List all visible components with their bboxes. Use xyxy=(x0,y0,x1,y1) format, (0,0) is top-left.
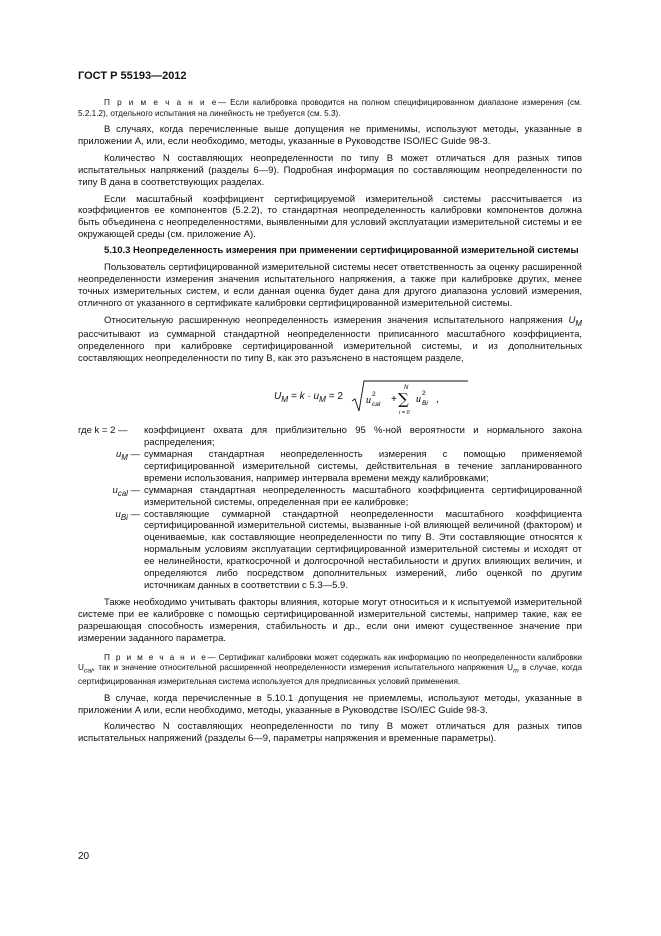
definition-text: составляющие суммарной стандартной неопределенности масштабного коэффициента сертифицированной измерительной системы, вызванные i-ой влияющей величиной (фактором) и оцениваемые, как составляющие неопределенности по типу В. Эти составляющие относятся к нормальным условиям эксплуатации сертифицированной измерительной системы и исходят от ее нелинейности, краткосрочной и долгосрочной нестабильности и других влияющих величин, и определяются либо посредством дополнительных измерений, либо оценкой по другим источникам данных в соответствии с 5.3—5.9. xyxy=(144,508,582,591)
note2-text-a: — Сертификат калибровки может содержать как информацию по неопределенности калибровки U xyxy=(78,652,582,673)
definitions-list xyxy=(78,425,582,592)
formula-u-cal: u xyxy=(366,395,371,407)
formula-u-bi: u xyxy=(416,394,421,406)
note-1 xyxy=(78,98,582,119)
paragraph-4: Пользователь сертифицированной измерительной системы несет ответственность за оценку расширенной неопределенности измерения значения испытательного напряжения, а также при калибровке других, менее точных измерительных систем, и если данная оценка будет дана для другого диапазона условий измерения, отличного от указанного в сертификате калибровки сертифицированной измерительной системы. xyxy=(78,262,582,309)
section-heading: 5.10.3 Неопределенность измерения при применении сертифицированной измерительной системы xyxy=(104,245,579,257)
paragraph-1: В случаях, когда перечисленные выше допущения не применимы, используют методы, указанные в приложении А, или, если необходимо, методы, указанные в Руководстве ISO/IEC Guide 98-3. xyxy=(78,124,582,147)
page-content xyxy=(78,98,582,745)
formula-sum-top: N xyxy=(404,385,409,392)
p5-subscript: M xyxy=(575,318,582,328)
formula-plus: + xyxy=(391,394,397,406)
definition-item xyxy=(78,509,582,592)
paragraph-7: В случае, когда перечисленные в 5.10.1 допущения не приемлемы, используют методы, указанные в приложении А или, если необходимо, методы, указанные в Руководстве ISO/IEC Guide 98-3. xyxy=(78,692,582,716)
note-2 xyxy=(78,653,582,688)
formula-cal-square: 2 xyxy=(372,391,376,399)
definition-item xyxy=(78,425,582,449)
p5-text-a: Относительную расширенную неопределенность измерения значения испытательного напряжения xyxy=(104,314,569,326)
definition-text: суммарная стандартная неопределенность масштабного коэффициента сертифицированной измерительной системы, определенная при ее калибровке; xyxy=(144,484,582,508)
paragraph-2: Количество N составляющих неопределенности по типу В может отличаться для разных типов испытательных напряжений (разделы 6—9). Подробная информация по составляющим неопределенности по типу В дана в соответствующих разделах. xyxy=(78,152,582,188)
definition-symbol: где k = 2 — xyxy=(78,425,128,437)
page-number: 20 xyxy=(78,851,90,862)
formula-bi-sub: Bi xyxy=(422,400,428,408)
note-label: П р и м е ч а н и е xyxy=(104,98,218,107)
formula-cal-sub: cal xyxy=(372,401,381,409)
definition-symbol: $u_{cal}$ — xyxy=(112,484,140,498)
p5-text-b: рассчитывают из суммарной стандартной неопределенности приписанного масштабного коэффициента, определенного при калибровке сертифицированной измерительной системы, и из дополнительных составляющих неопределенности по типу В, как это разъяснено в настоящем разделе, xyxy=(78,329,582,365)
formula-bi-square: 2 xyxy=(422,390,426,398)
note2-text-b: , так и значение относительной расширенной неопределенности измерения испытательного напряжения U xyxy=(92,663,514,673)
definition-symbol: $u_M$ — xyxy=(115,449,140,462)
note2-sub-m: m xyxy=(513,667,519,675)
note2-sub-cal: cal xyxy=(83,667,93,675)
formula-radical xyxy=(350,377,470,417)
note-text: — Если калибровка проводится на полном специфицированном диапазоне измерения (см. 5.2.1.2), отдельного испытания на линейность не требуется (см. 5.3). xyxy=(78,98,582,118)
formula-sum-bottom: i = 0 xyxy=(399,410,410,417)
definition-text: суммарная стандартная неопределенность измерения с помощью применяемой сертифицированной измерительной системы, действительная в течение запланированного времени использования, например интервала времени между калибровками; xyxy=(144,449,582,484)
p5-symbol: U xyxy=(568,314,576,326)
definition-item xyxy=(78,449,582,485)
standard-header: ГОСТ Р 55193—2012 xyxy=(78,70,187,82)
note2-label: П р и м е ч а н и е xyxy=(104,652,208,662)
paragraph-8: Количество N составляющих неопределенности по типу В может отличаться для разных типов испытательных напряжений (разделы 6—9, параметры напряжения и временные параметры). xyxy=(78,721,582,745)
formula-lhs: $U_M = k \cdot u_M = 2$ xyxy=(274,391,343,405)
definition-symbol: $u_{Bi}$ — xyxy=(115,508,140,522)
note2-text-c: в случае, когда сертифицированная измерительная система используется для предписанных условий применения. xyxy=(78,663,583,687)
paragraph-3: Если масштабный коэффициент сертифицируемой измерительной системы рассчитывается из коэффициентов ее компонентов (5.2.2), то стандартная неопределенность калибровки компонентов должна быть объединена с неопределенностями, выявленными для условий эксплуатации измерительной системы и ее окружающей среды (см. приложение А). xyxy=(78,193,582,241)
sum-symbol: ∑ xyxy=(398,390,409,409)
uncertainty-formula xyxy=(78,381,582,417)
definition-item xyxy=(78,485,582,509)
paragraph-5 xyxy=(78,315,582,366)
definition-text: коэффициент охвата для приблизительно 95 %-ной вероятности и нормального закона распределения; xyxy=(144,425,582,449)
paragraph-6: Также необходимо учитывать факторы влияния, которые могут относиться и к испытуемой измерительной системе при ее калибровке с помощью сертифицированной измерительной системы, например такие, как ее разрешающая способность измерения, стабильность и др., если они имеют существенное значение при измерении заданного параметра. xyxy=(78,596,582,644)
formula-comma: , xyxy=(436,394,439,406)
